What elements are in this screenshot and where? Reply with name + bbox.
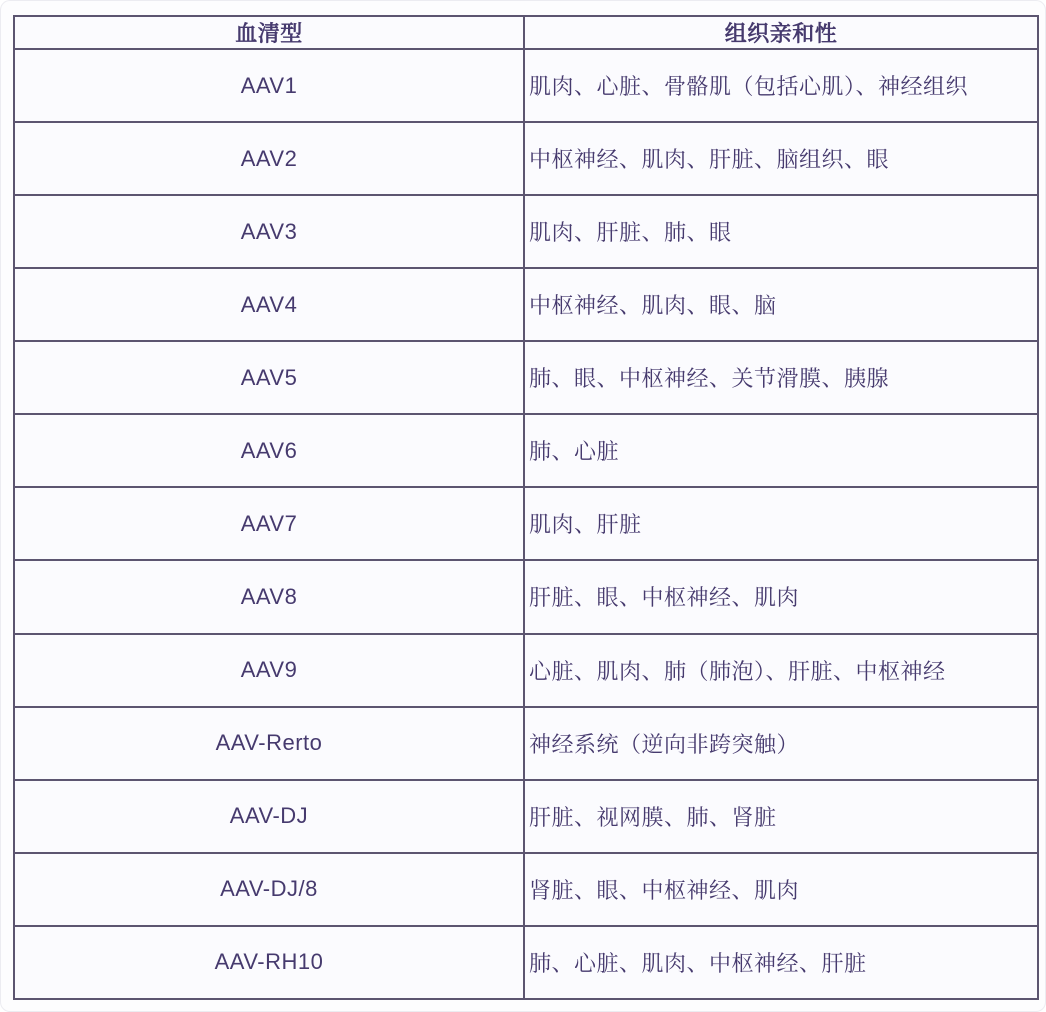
tropism-cell: 肺、心脏、肌肉、中枢神经、肝脏: [524, 926, 1038, 999]
table-row: [14, 780, 1038, 853]
serotype-header: 血清型: [14, 16, 524, 49]
aav-tropism-table: [13, 15, 1039, 1000]
tropism-cell: 肌肉、肝脏、肺、眼: [524, 195, 1038, 268]
tropism-cell: 肺、心脏: [524, 414, 1038, 487]
table-row: [14, 341, 1038, 414]
serotype-cell: AAV1: [14, 49, 524, 122]
tropism-cell: 肌肉、心脏、骨骼肌（包括心肌）、神经组织: [524, 49, 1038, 122]
tropism-cell: 肝脏、眼、中枢神经、肌肉: [524, 560, 1038, 633]
tropism-cell: 中枢神经、肌肉、眼、脑: [524, 268, 1038, 341]
tropism-cell: 中枢神经、肌肉、肝脏、脑组织、眼: [524, 122, 1038, 195]
table-body: [14, 49, 1038, 999]
serotype-cell: AAV9: [14, 634, 524, 707]
table-row: [14, 414, 1038, 487]
tropism-cell: 肾脏、眼、中枢神经、肌肉: [524, 853, 1038, 926]
tropism-cell: 神经系统（逆向非跨突触）: [524, 707, 1038, 780]
serotype-cell: AAV-RH10: [14, 926, 524, 999]
table-row: [14, 487, 1038, 560]
table-row: [14, 195, 1038, 268]
tropism-header: 组织亲和性: [524, 16, 1038, 49]
table-row: [14, 122, 1038, 195]
table-row: [14, 707, 1038, 780]
table-row: [14, 560, 1038, 633]
serotype-cell: AAV5: [14, 341, 524, 414]
serotype-cell: AAV6: [14, 414, 524, 487]
tropism-cell: 肝脏、视网膜、肺、肾脏: [524, 780, 1038, 853]
serotype-cell: AAV-Rerto: [14, 707, 524, 780]
serotype-cell: AAV2: [14, 122, 524, 195]
serotype-cell: AAV4: [14, 268, 524, 341]
table-row: [14, 268, 1038, 341]
tropism-cell: 心脏、肌肉、肺（肺泡）、肝脏、中枢神经: [524, 634, 1038, 707]
table-row: [14, 49, 1038, 122]
serotype-cell: AAV3: [14, 195, 524, 268]
serotype-cell: AAV8: [14, 560, 524, 633]
header-row: [14, 16, 1038, 49]
serotype-cell: AAV-DJ/8: [14, 853, 524, 926]
table-row: [14, 853, 1038, 926]
tropism-cell: 肌肉、肝脏: [524, 487, 1038, 560]
table-row: [14, 926, 1038, 999]
table-row: [14, 634, 1038, 707]
serotype-cell: AAV-DJ: [14, 780, 524, 853]
serotype-cell: AAV7: [14, 487, 524, 560]
tropism-cell: 肺、眼、中枢神经、关节滑膜、胰腺: [524, 341, 1038, 414]
